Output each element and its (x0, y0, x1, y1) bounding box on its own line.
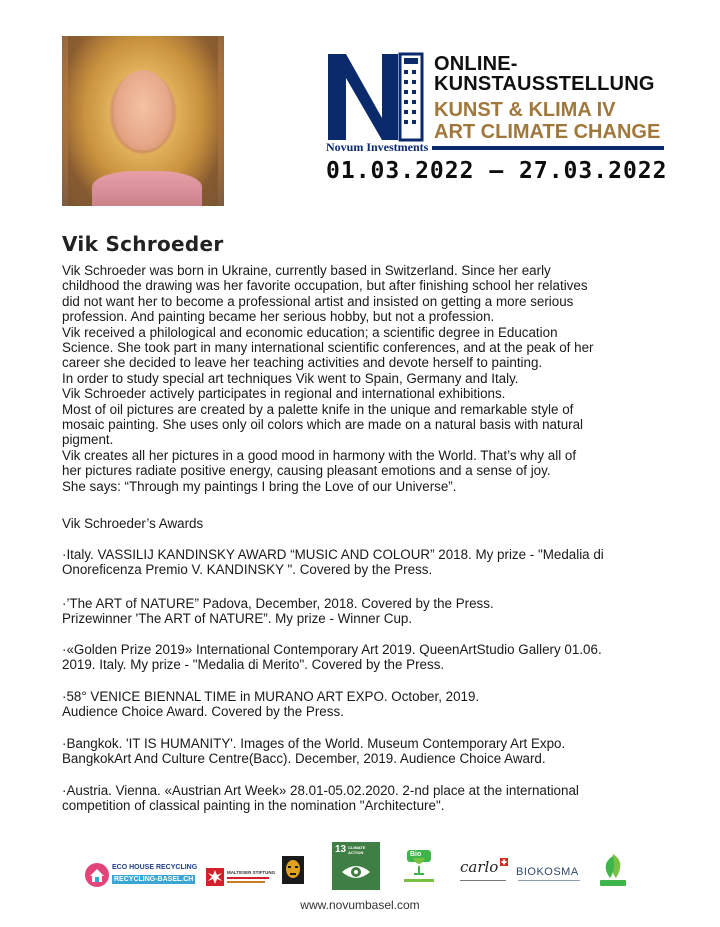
malteser-name: MALTESER STIFTUNG (227, 870, 276, 875)
artist-portrait (62, 36, 224, 206)
carlo-logo-text: carlo (460, 858, 499, 876)
footer-website-url[interactable]: www.novumbasel.com (300, 898, 420, 912)
sponsor-eco-house-recycling (84, 862, 200, 888)
sponsor-logos (84, 842, 644, 892)
bio-line: career she decided to leave her teaching activities and devote herself to painting. (62, 355, 543, 371)
eco-house-url: RECYCLING-BASEL.CH (114, 876, 194, 883)
artist-biography (62, 263, 662, 494)
biokosma-logo-text: BIOKOSMA (516, 866, 579, 878)
sponsor-carlo (456, 858, 510, 888)
sponsor-mask-logo (282, 856, 304, 884)
award-line: ·’The ART of NATURE” Padova, December, 2018. Covered by the Press. (62, 596, 494, 611)
carlo-tagline (460, 880, 506, 881)
sponsor-malteser (206, 866, 276, 888)
award-line: 2019. Italy. My prize - "Medalia di Merito". Covered by the Press. (62, 657, 445, 673)
malteser-subtext (227, 877, 269, 879)
portrait-clothing (92, 171, 202, 206)
exhibition-logo (326, 48, 666, 188)
mask-icon (282, 856, 304, 884)
bio-line: childhood the drawing was her favorite occupation, but after finishing school her relatives (62, 278, 588, 294)
bio-line: her pictures radiate positive energy, causing pleasant emotions and a sense of joy. (62, 463, 551, 479)
bio-line: pigment. (62, 432, 114, 448)
logo-brand-name: Novum Investments (326, 140, 429, 154)
award-item (62, 689, 662, 720)
award-item (62, 596, 662, 627)
bio-label: Bio (410, 851, 422, 858)
award-line: ·«Golden Prize 2019» International Contemporary Art 2019. QueenArtStudio Gallery 01.06. (62, 642, 602, 657)
award-line: ·58° VENICE BIENNAL TIME in MURANO ART EXPO. October, 2019. (62, 689, 480, 704)
bio-wine-caption (404, 879, 434, 882)
leaf-icon (596, 852, 630, 888)
award-item (62, 547, 662, 578)
sponsor-green-leaf (596, 852, 630, 888)
award-line: Onoreficenza Premio V. KANDINSKY ". Covered by the Press. (62, 562, 433, 578)
award-line: ·Bangkok. 'IT IS HUMANITY'. Images of the World. Museum Contemporary Art Expo. (62, 736, 566, 751)
award-item (62, 642, 662, 673)
bio-line: Vik received a philological and economic education; a scientific degree in Education (62, 324, 558, 340)
logo-divider (432, 146, 664, 150)
award-line: BangkokArt And Culture Centre(Bacc). December, 2019. Audience Choice Award. (62, 751, 546, 767)
bio-line: Vik Schroeder was born in Ukraine, currently based in Switzerland. Since her early (62, 263, 551, 278)
logo-line-kunst-klima: KUNST & KLIMA IV (434, 99, 616, 121)
awards-heading: Vik Schroeder’s Awards (62, 516, 204, 531)
eye-globe-icon (340, 862, 372, 882)
bio-line: did not want her to become a professional artist and insisted on getting a more serious (62, 293, 574, 309)
artist-name: Vik Schroeder (62, 232, 224, 256)
sdg-label: CLIMATE ACTION (348, 845, 366, 855)
sponsor-biokosma (516, 864, 586, 886)
logo-line-online: ONLINE- (434, 53, 518, 75)
award-line: ·Austria. Vienna. «Austrian Art Week» 28.01-05.02.2020. 2-nd place at the international (62, 783, 579, 798)
bio-line: mosaic painting. She uses only oil colors which are made on a natural basis with natural (62, 417, 584, 433)
biokosma-tagline (518, 880, 580, 881)
award-item (62, 783, 662, 814)
bio-line: Vik Schroeder actively participates in regional and international exhibitions. (62, 386, 506, 402)
bio-line: Vik creates all her pictures in a good mood in harmony with the World. That’s why all of (62, 447, 577, 463)
award-item (62, 736, 662, 767)
sdg-number: 13 (335, 844, 347, 855)
award-line: competition of classical painting in the nomination "Architecture". (62, 798, 445, 814)
sponsor-bio-wine (402, 850, 436, 888)
exhibition-dates: 01.03.2022 – 27.03.2022 (326, 158, 668, 184)
portrait-face (114, 70, 172, 150)
malteser-subtext-2 (227, 881, 265, 883)
bio-line: She says: “Through my paintings I bring the Love of our Universe”. (62, 478, 457, 494)
eco-house-name: ECO HOUSE RECYCLING (112, 864, 198, 871)
eco-house-icon (84, 862, 110, 888)
novum-n-logo-icon (326, 48, 430, 144)
bio-line: In order to study special art techniques Vik went to Spain, Germany and Italy. (62, 370, 519, 386)
award-line: ·Italy. VASSILIJ KANDINSKY AWARD “MUSIC AND COLOUR” 2018. My prize - "Medalia di (62, 547, 604, 562)
logo-line-kunstausstellung: KUNSTAUSSTELLUNG (434, 73, 655, 95)
swiss-flag-icon (500, 858, 508, 866)
maltese-cross-icon (206, 868, 224, 886)
logo-line-art-climate: ART CLIMATE CHANGE (434, 121, 661, 143)
sponsor-sdg13 (332, 842, 380, 890)
bio-line: Science. She took part in many international scientific conferences, and at the peak of her (62, 340, 594, 356)
bio-line: profession. And painting became her serious hobby, but not a profession. (62, 309, 495, 325)
award-line: Audience Choice Award. Covered by the Press. (62, 704, 344, 720)
award-line: Prizewinner 'The ART of NATURE”. My prize - Winner Cup. (62, 611, 413, 627)
bio-line: Most of oil pictures are created by a palette knife in the unique and remarkable style of (62, 401, 574, 417)
